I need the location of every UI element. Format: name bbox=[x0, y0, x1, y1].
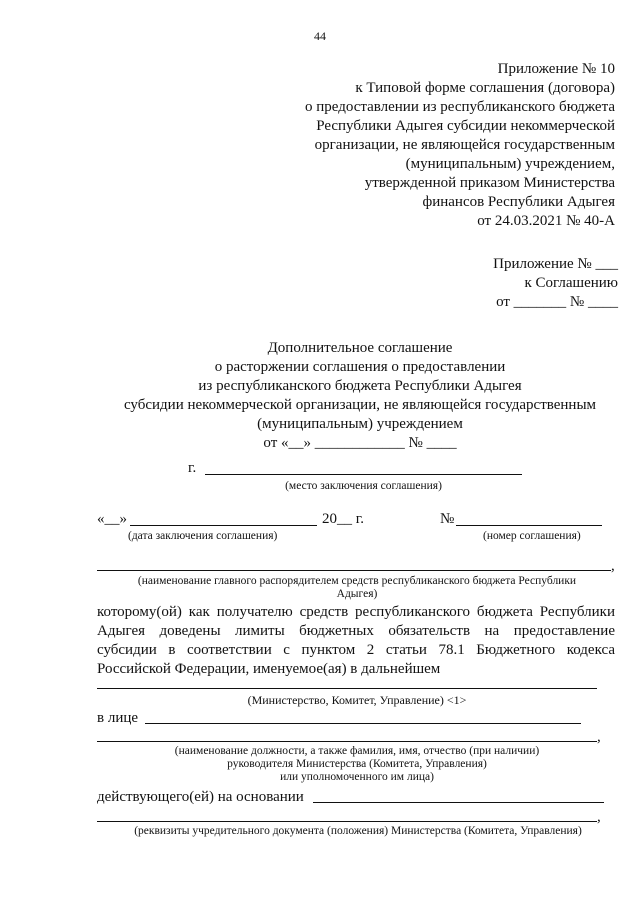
body-paragraph bbox=[97, 603, 615, 679]
appendix-header-line: Республики Адыгея субсидии некоммерческой bbox=[316, 118, 615, 134]
appendix-header-line: о предоставлении из республиканского бюджета bbox=[304, 99, 615, 115]
agreement-appendix-line: Приложение № ___ bbox=[493, 256, 618, 272]
requisites-field[interactable] bbox=[97, 821, 597, 822]
title-line: от «__» ____________ № ____ bbox=[263, 435, 457, 451]
agreement-appendix-line: к Соглашению bbox=[524, 275, 618, 291]
agreement-appendix bbox=[470, 255, 618, 312]
position-caption: или уполномоченного им лица) bbox=[280, 771, 434, 783]
person-field[interactable] bbox=[145, 723, 581, 724]
place-caption: (место заключения соглашения) bbox=[285, 480, 442, 492]
appendix-header-line: к Типовой форме соглашения (договора) bbox=[355, 80, 615, 96]
main-distributor-caption: (наименование главного распорядителем средств республиканского бюджета Республики bbox=[137, 575, 577, 587]
ministry-caption: (Министерство, Комитет, Управление) <1> bbox=[247, 693, 467, 707]
date-caption: (дата заключения соглашения) bbox=[128, 530, 278, 542]
title-line: из республиканского бюджета Республики Адыгея bbox=[198, 378, 522, 394]
paragraph-line: Российской Федерации, именуемое(ая) в дальнейшем bbox=[97, 661, 441, 677]
basis-prefix: действующего(ей) на основании bbox=[97, 789, 304, 805]
paragraph-line: Адыгея доведены лимиты бюджетных обязательств на предоставление bbox=[97, 623, 615, 639]
comma: , bbox=[597, 729, 601, 745]
date-day-quote: «__» bbox=[97, 511, 127, 527]
agreement-appendix-line: от _______ № ____ bbox=[496, 294, 618, 310]
date-month-field[interactable] bbox=[130, 525, 317, 526]
paragraph-line: которому(ой) как получателю средств республиканского бюджета Республики bbox=[97, 604, 615, 620]
appendix-header-line: организации, не являющейся государственным bbox=[314, 137, 615, 153]
main-distributor-caption: Адыгея) bbox=[336, 588, 378, 600]
person-prefix: в лице bbox=[97, 710, 139, 726]
position-caption: (наименование должности, а также фамилия, имя, отчество (при наличии) bbox=[174, 745, 540, 757]
city-prefix: г. bbox=[188, 460, 197, 476]
title-line: (муниципальным) учреждением bbox=[257, 416, 463, 432]
comma: , bbox=[597, 809, 601, 825]
appendix-header-line: финансов Республики Адыгея bbox=[422, 194, 615, 210]
appendix-header-line: (муниципальным) учреждением, bbox=[405, 156, 615, 172]
appendix-header-line: Приложение № 10 bbox=[497, 61, 615, 77]
requisites-caption: (реквизиты учредительного документа (положения) Министерства (Комитета, Управления) bbox=[134, 825, 582, 837]
title-line: о расторжении соглашения о предоставлении bbox=[214, 359, 506, 375]
paragraph-line: субсидии в соответствии с пунктом 2 статьи 78.1 Бюджетного кодекса bbox=[97, 642, 615, 658]
position-caption: руководителя Министерства (Комитета, Управления) bbox=[227, 758, 487, 770]
number-sign: № bbox=[440, 511, 455, 527]
appendix-header-line: от 24.03.2021 № 40-А bbox=[477, 213, 615, 229]
comma: , bbox=[611, 558, 615, 574]
basis-field[interactable] bbox=[313, 802, 604, 803]
number-caption: (номер соглашения) bbox=[483, 530, 581, 542]
appendix-header bbox=[195, 60, 615, 231]
main-distributor-field[interactable] bbox=[97, 570, 611, 571]
appendix-header-line: утвержденной приказом Министерства bbox=[364, 175, 615, 191]
title-line: Дополнительное соглашение bbox=[267, 340, 453, 356]
place-field[interactable] bbox=[205, 474, 522, 475]
ministry-field[interactable] bbox=[97, 688, 597, 689]
document-title bbox=[60, 339, 640, 453]
agreement-number-field[interactable] bbox=[456, 525, 602, 526]
title-line: субсидии некоммерческой организации, не являющейся государственным bbox=[123, 397, 597, 413]
page-number: 44 bbox=[314, 29, 326, 43]
date-year: 20__ г. bbox=[322, 511, 364, 527]
position-field[interactable] bbox=[97, 741, 597, 742]
